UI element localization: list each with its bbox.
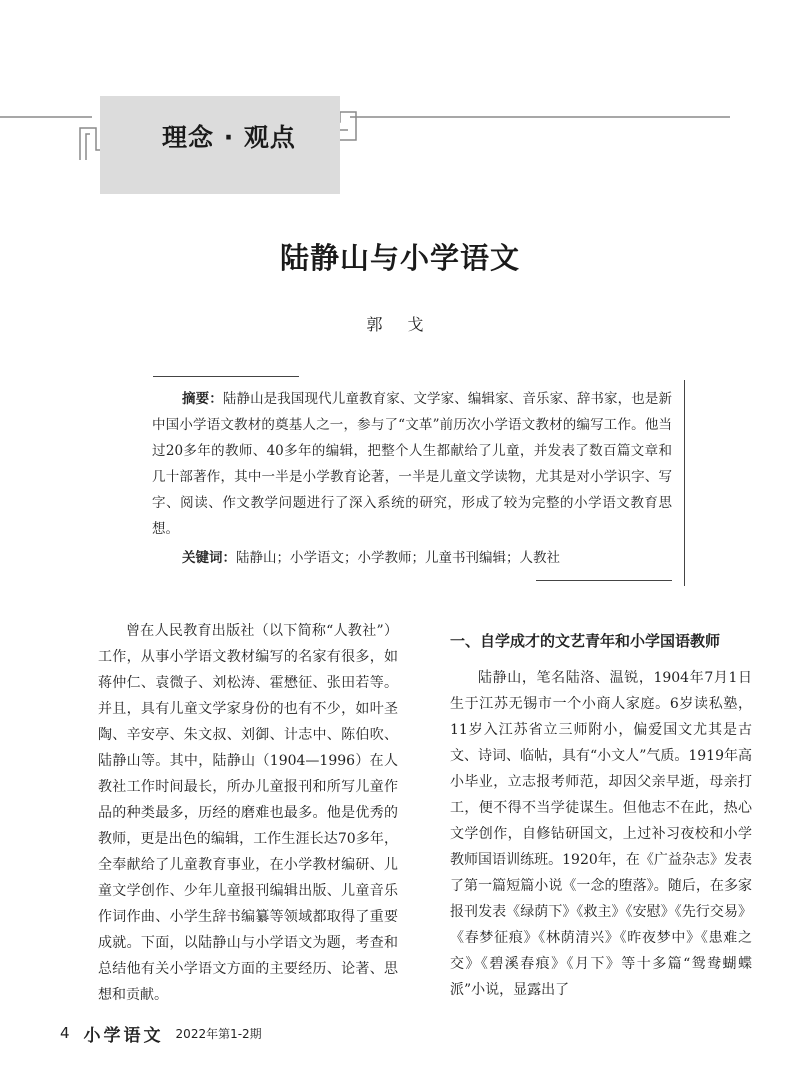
issue-info: 2022年第1-2期 bbox=[175, 1026, 262, 1041]
abstract-bottom-rule bbox=[536, 580, 672, 581]
keywords-line bbox=[182, 545, 560, 571]
abstract-block bbox=[152, 386, 672, 542]
right-column bbox=[450, 630, 752, 1003]
section-heading: 一、自学成才的文艺青年和小学国语教师 bbox=[450, 632, 721, 650]
abstract-label: 摘要： bbox=[182, 391, 223, 407]
article-title: 陆静山与小学语文 bbox=[279, 241, 520, 275]
keywords-text: 陆静山；小学语文；小学教师；儿童书刊编辑；人教社 bbox=[236, 550, 560, 566]
page-number: 4 bbox=[60, 1024, 70, 1042]
left-column bbox=[98, 618, 398, 1008]
abstract-right-rule bbox=[684, 380, 685, 586]
section-title: 理念 · 观点 bbox=[162, 123, 296, 152]
page-footer bbox=[60, 1018, 262, 1048]
abstract-top-rule bbox=[153, 376, 299, 377]
abstract-text: 陆静山是我国现代儿童教育家、文学家、编辑家、音乐家、辞书家，也是新中国小学语文教材的奠基人之一，参与了“文革”前历次小学语文教材的编写工作。他当过20多年的教师、40多年的编辑，把整个人生都献给了儿童，并发表了数百篇文章和几十部著作，其中一半是小学教育论著，一半是儿童文学读物，尤其是对小学识字、写字、阅读、作文教学问题进行了深入系统的研究，形成了较为完整的小学语文教育思想。 bbox=[152, 391, 672, 537]
body-paragraph-biography: 陆静山，笔名陆洛、温锐，1904年7月1日生于江苏无锡市一个小商人家庭。6岁读私塾，11岁入江苏省立三师附小，偏爱国文尤其是古文、诗词、临帖，具有“小文人”气质。1919年高小毕业，立志报考师范，却因父亲早逝，母亲打工，便不得不当学徒谋生。但他志不在此，热心文学创作，自修钻研国文，上过补习夜校和小学教师国语训练班。1920年，在《广益杂志》发表了第一篇短篇小说《一念的堕落》。随后，在多家报刊发表《绿荫下》《救主》《安慰》《先行交易》《春梦征痕》《林荫清兴》《昨夜梦中》《患难之交》《碧溪春痕》《月下》等十多篇“鸳鸯蝴蝶派”小说，显露出了 bbox=[450, 670, 752, 998]
journal-name: 小学语文 bbox=[83, 1025, 164, 1046]
keywords-label: 关键词： bbox=[182, 550, 236, 566]
body-paragraph-intro: 曾在人民教育出版社（以下简称“人教社”）工作，从事小学语文教材编写的名家有很多，如蒋仲仁、袁微子、刘松涛、霍懋征、张田若等。并且，具有儿童文学家身份的也有不少，如叶圣陶、辛安亭、朱文叔、刘御、计志中、陈伯吹、陆静山等。其中，陆静山（1904—1996）在人教社工作时间最长，所办儿童报刊和所写儿童作品的种类最多，历经的磨难也最多。他是优秀的教师，更是出色的编辑，工作生涯长达70多年，全奉献给了儿童教育事业，在小学教材编研、儿童文学创作、少年儿童报刊编辑出版、儿童音乐作词作曲、小学生辞书编纂等领域都取得了重要成就。下面，以陆静山与小学语文为题，考查和总结他有关小学语文方面的主要经历、论著、思想和贡献。 bbox=[98, 623, 398, 1003]
author-name: 郭 戈 bbox=[366, 315, 434, 334]
